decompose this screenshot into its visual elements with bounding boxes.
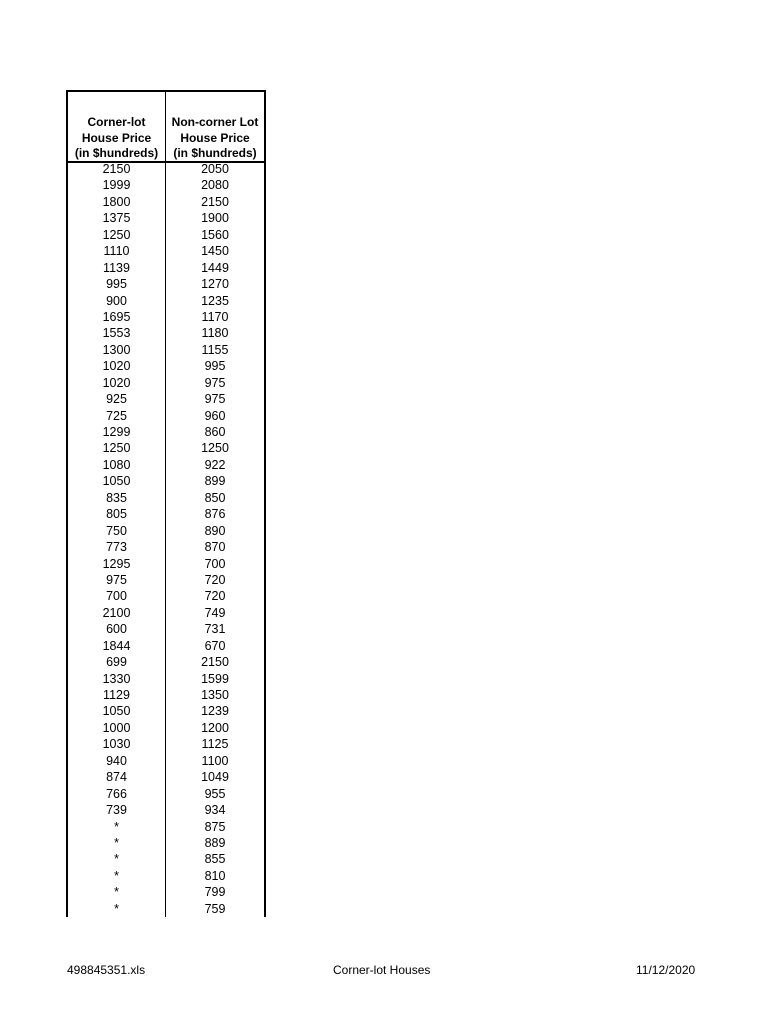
non-corner-lot-price-cell: 1250 xyxy=(201,441,229,456)
corner-lot-price-cell: * xyxy=(114,868,119,883)
non-corner-lot-price-cell: 960 xyxy=(204,408,226,423)
corner-lot-price-cell: * xyxy=(114,835,119,850)
corner-lot-price-cell: 805 xyxy=(106,507,127,522)
corner-lot-price-cell: 1695 xyxy=(102,309,131,324)
non-corner-lot-price-cell: 670 xyxy=(204,638,226,653)
corner-lot-price-cell: 1050 xyxy=(102,474,131,489)
corner-lot-price-cell: * xyxy=(114,819,119,834)
header-line: Non-corner Lot xyxy=(171,115,259,129)
table-row xyxy=(68,588,264,604)
corner-lot-price-cell: 1295 xyxy=(102,556,131,571)
header-corner-lot xyxy=(68,115,165,162)
corner-lot-price-cell: 995 xyxy=(106,277,127,292)
non-corner-lot-price-cell: 955 xyxy=(204,786,226,801)
corner-lot-price-cell: 900 xyxy=(106,293,127,308)
table-row xyxy=(68,720,264,736)
non-corner-lot-price-cell: 1450 xyxy=(201,244,229,259)
table-row xyxy=(68,506,264,522)
table-row xyxy=(68,440,264,456)
corner-lot-price-cell: 766 xyxy=(106,786,127,801)
non-corner-lot-price-cell: 934 xyxy=(204,803,226,818)
table-row xyxy=(68,786,264,802)
table-row xyxy=(68,736,264,752)
table-row xyxy=(68,901,264,917)
non-corner-lot-price-cell: 720 xyxy=(204,572,226,587)
corner-lot-price-cell: 1999 xyxy=(102,178,131,193)
table-row xyxy=(68,671,264,687)
footer-sheet-name: Corner-lot Houses xyxy=(333,963,431,977)
non-corner-lot-price-cell: 749 xyxy=(204,605,226,620)
corner-lot-price-cell: 1050 xyxy=(102,704,131,719)
corner-lot-price-cell: 1110 xyxy=(103,244,130,259)
table-row xyxy=(68,819,264,835)
table-row xyxy=(68,884,264,900)
corner-lot-price-cell: 1020 xyxy=(102,375,131,390)
corner-lot-price-cell: 1000 xyxy=(102,720,131,735)
table-header xyxy=(68,92,264,163)
table-row xyxy=(68,161,264,177)
table-row xyxy=(68,654,264,670)
non-corner-lot-price-cell: 922 xyxy=(204,457,226,472)
non-corner-lot-price-cell: 1270 xyxy=(201,277,229,292)
non-corner-lot-price-cell: 759 xyxy=(204,901,226,916)
table-row xyxy=(68,621,264,637)
table-row xyxy=(68,408,264,424)
non-corner-lot-price-cell: 1125 xyxy=(201,737,229,752)
non-corner-lot-price-cell: 875 xyxy=(204,819,226,834)
corner-lot-price-cell: 700 xyxy=(106,589,127,604)
non-corner-lot-price-cell: 1239 xyxy=(201,704,229,719)
non-corner-lot-price-cell: 2050 xyxy=(201,162,229,176)
non-corner-lot-price-cell: 890 xyxy=(204,523,226,538)
corner-lot-price-cell: 699 xyxy=(106,655,127,670)
corner-lot-price-cell: 1080 xyxy=(102,457,131,472)
table-row xyxy=(68,605,264,621)
non-corner-lot-price-cell: 995 xyxy=(204,359,226,374)
non-corner-lot-price-cell: 899 xyxy=(204,474,226,489)
header-line: (in $hundreds) xyxy=(74,146,159,160)
corner-lot-price-cell: * xyxy=(114,852,119,867)
non-corner-lot-price-cell: 2080 xyxy=(201,178,229,193)
non-corner-lot-price-cell: 1599 xyxy=(201,671,229,686)
header-non-corner-lot xyxy=(166,115,264,162)
non-corner-lot-price-cell: 1155 xyxy=(201,342,229,357)
non-corner-lot-price-cell: 799 xyxy=(204,885,226,900)
table-row xyxy=(68,753,264,769)
table-row xyxy=(68,851,264,867)
table-row xyxy=(68,539,264,555)
corner-lot-price-cell: 1553 xyxy=(102,326,131,341)
non-corner-lot-price-cell: 876 xyxy=(204,507,226,522)
non-corner-lot-price-cell: 1350 xyxy=(201,688,229,702)
table-row xyxy=(68,293,264,309)
non-corner-lot-price-cell: 720 xyxy=(204,589,226,604)
table-row xyxy=(68,177,264,193)
header-line: House Price xyxy=(81,130,152,145)
non-corner-lot-price-cell: 850 xyxy=(204,490,226,505)
corner-lot-price-cell: 1139 xyxy=(103,260,130,275)
corner-lot-price-cell: 874 xyxy=(106,770,127,785)
table-row xyxy=(68,687,264,703)
corner-lot-price-cell: 739 xyxy=(106,803,127,818)
header-line: Corner-lot xyxy=(87,115,146,129)
non-corner-lot-price-cell: 1449 xyxy=(201,260,229,275)
non-corner-lot-price-cell: 1049 xyxy=(201,770,229,785)
table-row xyxy=(68,342,264,358)
table-row xyxy=(68,703,264,719)
table-row xyxy=(68,868,264,884)
table-row xyxy=(68,391,264,407)
non-corner-lot-price-cell: 870 xyxy=(204,540,226,555)
non-corner-lot-price-cell: 2150 xyxy=(201,655,229,670)
corner-lot-price-cell: 1300 xyxy=(102,342,131,357)
non-corner-lot-price-cell: 1560 xyxy=(201,227,229,242)
table-row xyxy=(68,835,264,851)
non-corner-lot-price-cell: 975 xyxy=(204,392,226,407)
table-row xyxy=(68,802,264,818)
corner-lot-price-cell: 1299 xyxy=(102,425,131,439)
table-row xyxy=(68,523,264,539)
header-line: (in $hundreds) xyxy=(173,146,257,160)
non-corner-lot-price-cell: 700 xyxy=(204,556,226,571)
corner-lot-price-cell: 1129 xyxy=(103,688,130,702)
table-row xyxy=(68,276,264,292)
corner-lot-price-cell: 1330 xyxy=(102,671,131,686)
corner-lot-price-cell: 600 xyxy=(106,622,127,637)
non-corner-lot-price-cell: 1200 xyxy=(201,720,229,735)
corner-lot-price-cell: 1844 xyxy=(102,638,131,653)
non-corner-lot-price-cell: 1235 xyxy=(201,293,229,308)
table-body xyxy=(68,161,264,917)
table-row xyxy=(68,210,264,226)
non-corner-lot-price-cell: 1100 xyxy=(201,753,229,768)
non-corner-lot-price-cell: 1170 xyxy=(201,309,229,324)
corner-lot-price-cell: 1030 xyxy=(102,737,131,752)
non-corner-lot-price-cell: 975 xyxy=(204,375,226,390)
non-corner-lot-price-cell: 855 xyxy=(204,852,226,867)
table-row xyxy=(68,375,264,391)
corner-lot-price-cell: 1250 xyxy=(102,227,131,242)
table-row xyxy=(68,358,264,374)
table-row xyxy=(68,490,264,506)
non-corner-lot-price-cell: 1180 xyxy=(201,326,229,341)
non-corner-lot-price-cell: 731 xyxy=(204,622,226,637)
table-row xyxy=(68,424,264,440)
corner-lot-price-cell: 773 xyxy=(106,540,127,555)
footer-filename: 498845351.xls xyxy=(67,963,146,977)
header-line: House Price xyxy=(180,130,250,145)
table-row xyxy=(68,194,264,210)
table-row xyxy=(68,309,264,325)
non-corner-lot-price-cell: 860 xyxy=(204,425,226,439)
corner-lot-price-cell: 835 xyxy=(106,490,127,505)
table-row xyxy=(68,473,264,489)
corner-lot-price-cell: 940 xyxy=(106,753,127,768)
corner-lot-price-cell: 975 xyxy=(106,572,127,587)
corner-lot-price-cell: 1250 xyxy=(102,441,131,456)
corner-lot-price-cell: 2100 xyxy=(102,605,131,620)
non-corner-lot-price-cell: 810 xyxy=(204,868,226,883)
corner-lot-price-cell: * xyxy=(114,885,119,900)
footer-date: 11/12/2020 xyxy=(636,963,696,977)
non-corner-lot-price-cell: 889 xyxy=(204,835,226,850)
table-row xyxy=(68,260,264,276)
table-row xyxy=(68,457,264,473)
non-corner-lot-price-cell: 1900 xyxy=(201,211,229,226)
table-row xyxy=(68,769,264,785)
corner-lot-price-cell: 1020 xyxy=(102,359,131,374)
corner-lot-price-cell: 925 xyxy=(106,392,127,407)
non-corner-lot-price-cell: 2150 xyxy=(201,194,229,209)
table-row xyxy=(68,227,264,243)
table-row xyxy=(68,556,264,572)
table-row xyxy=(68,572,264,588)
table-row xyxy=(68,638,264,654)
corner-lot-price-cell: * xyxy=(114,901,119,916)
data-table xyxy=(66,90,266,917)
corner-lot-price-cell: 750 xyxy=(106,523,127,538)
corner-lot-price-cell: 1375 xyxy=(102,211,131,226)
corner-lot-price-cell: 1800 xyxy=(102,194,131,209)
table-row xyxy=(68,325,264,341)
corner-lot-price-cell: 725 xyxy=(106,408,127,423)
corner-lot-price-cell: 2150 xyxy=(102,162,131,176)
table-row xyxy=(68,243,264,259)
